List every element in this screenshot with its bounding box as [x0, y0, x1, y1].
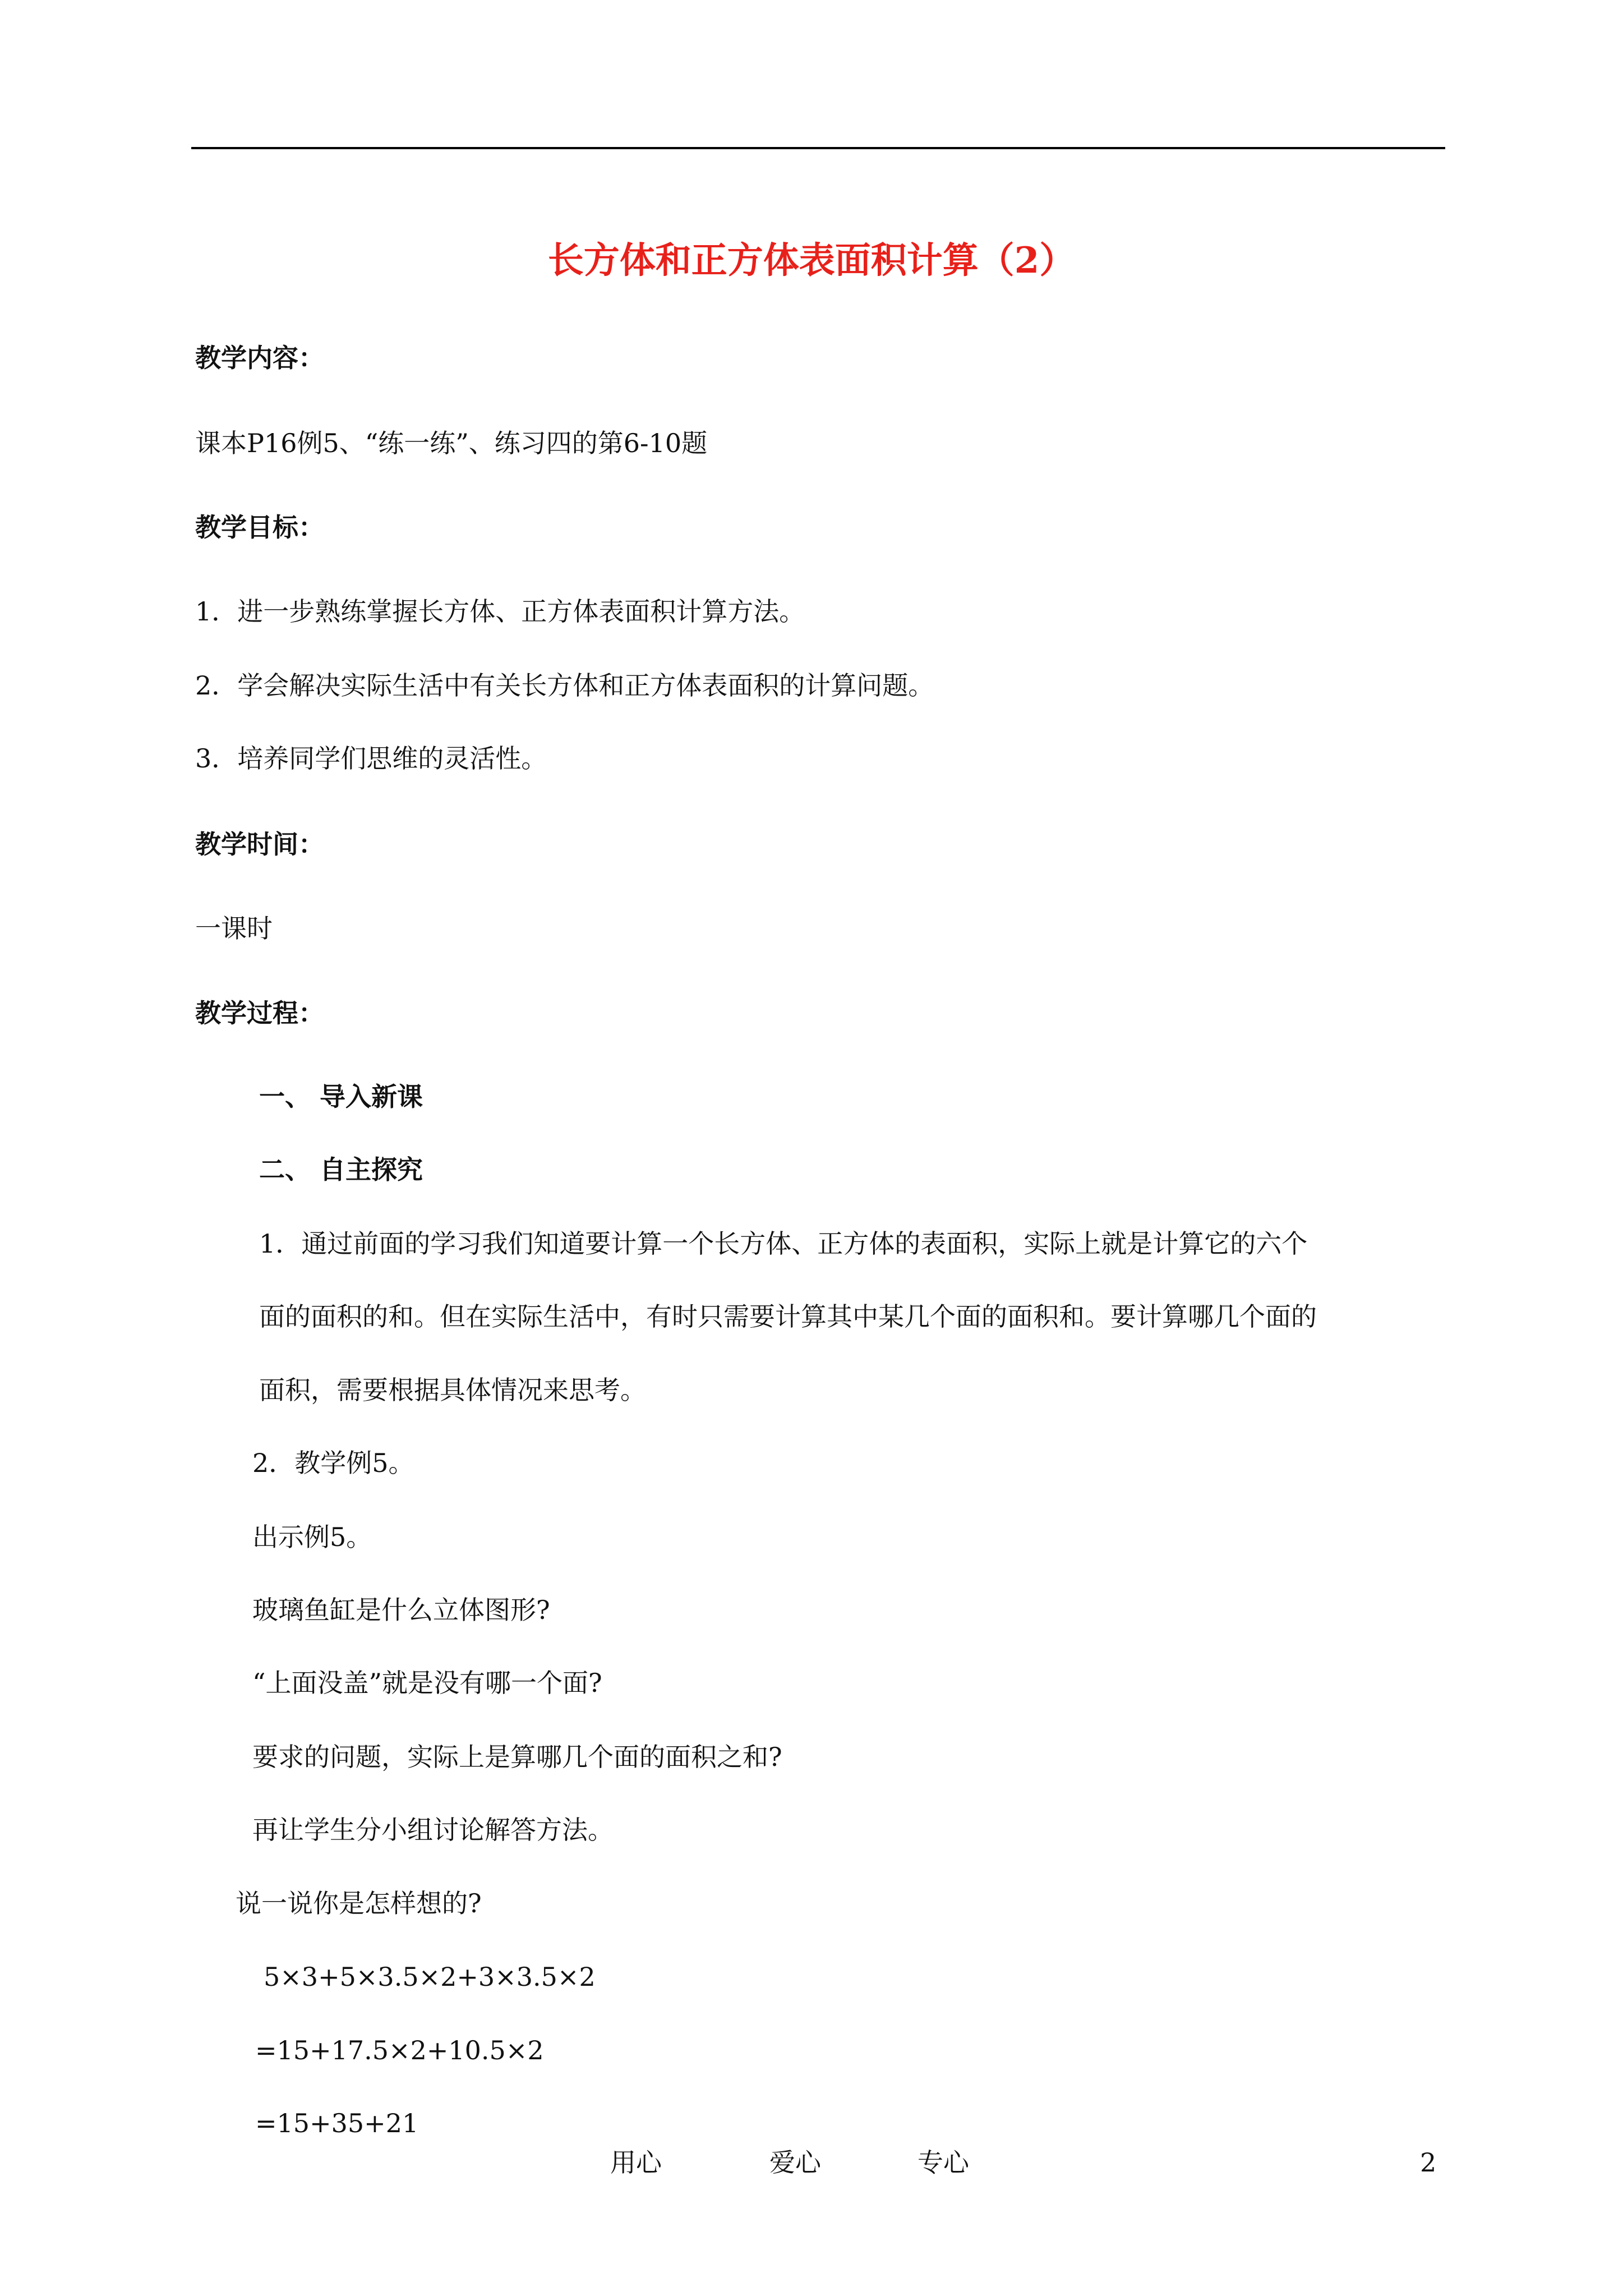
content-heading: 教学内容： — [195, 343, 324, 373]
goal-item: 3．培养同学们思维的灵活性。 — [195, 743, 547, 774]
footer-motto-1: 用心 — [610, 2147, 662, 2178]
document-title: 长方体和正方体表面积计算（2） — [547, 240, 1076, 282]
step-line: 要求的问题，实际上是算哪几个面的面积之和? — [252, 1742, 782, 1772]
goal-item: 2．学会解决实际生活中有关长方体和正方体表面积的计算问题。 — [195, 670, 934, 701]
goal-item: 1．进一步熟练掌握长方体、正方体表面积计算方法。 — [195, 596, 805, 627]
calc-line: =15+35+21 — [255, 2108, 419, 2138]
paragraph-line: 面的面积的和。但在实际生活中，有时只需要计算其中某几个面的面积和。要计算哪几个面的 — [259, 1301, 1317, 1332]
time-heading: 教学时间： — [195, 829, 324, 859]
content-text: 课本P16例5、“练一练”、练习四的第6-10题 — [195, 428, 708, 458]
time-text: 一课时 — [195, 913, 273, 944]
process-item: 二、 自主探究 — [259, 1154, 423, 1185]
step-line: 2．教学例5。 — [252, 1448, 414, 1478]
calc-line: =15+17.5×2+10.5×2 — [255, 2035, 544, 2065]
step-line: 玻璃鱼缸是什么立体图形? — [252, 1595, 550, 1625]
prompt-line: 说一说你是怎样想的? — [236, 1888, 482, 1918]
footer-motto-3: 专心 — [917, 2147, 969, 2178]
paragraph-line: 面积，需要根据具体情况来思考。 — [259, 1375, 646, 1405]
step-line: 出示例5。 — [252, 1522, 372, 1552]
goals-heading: 教学目标： — [195, 512, 324, 542]
process-heading: 教学过程： — [195, 998, 324, 1028]
calc-line: 5×3+5×3.5×2+3×3.5×2 — [264, 1962, 596, 1992]
page-number: 2 — [1420, 2147, 1437, 2178]
process-item: 一、 导入新课 — [259, 1082, 423, 1112]
step-line: “上面没盖”就是没有哪一个面? — [252, 1668, 602, 1698]
paragraph-line: 1．通过前面的学习我们知道要计算一个长方体、正方体的表面积，实际上就是计算它的六个 — [259, 1228, 1308, 1259]
step-line: 再让学生分小组讨论解答方法。 — [252, 1815, 614, 1845]
footer-motto-2: 爱心 — [769, 2147, 821, 2178]
header-rule — [191, 147, 1445, 149]
